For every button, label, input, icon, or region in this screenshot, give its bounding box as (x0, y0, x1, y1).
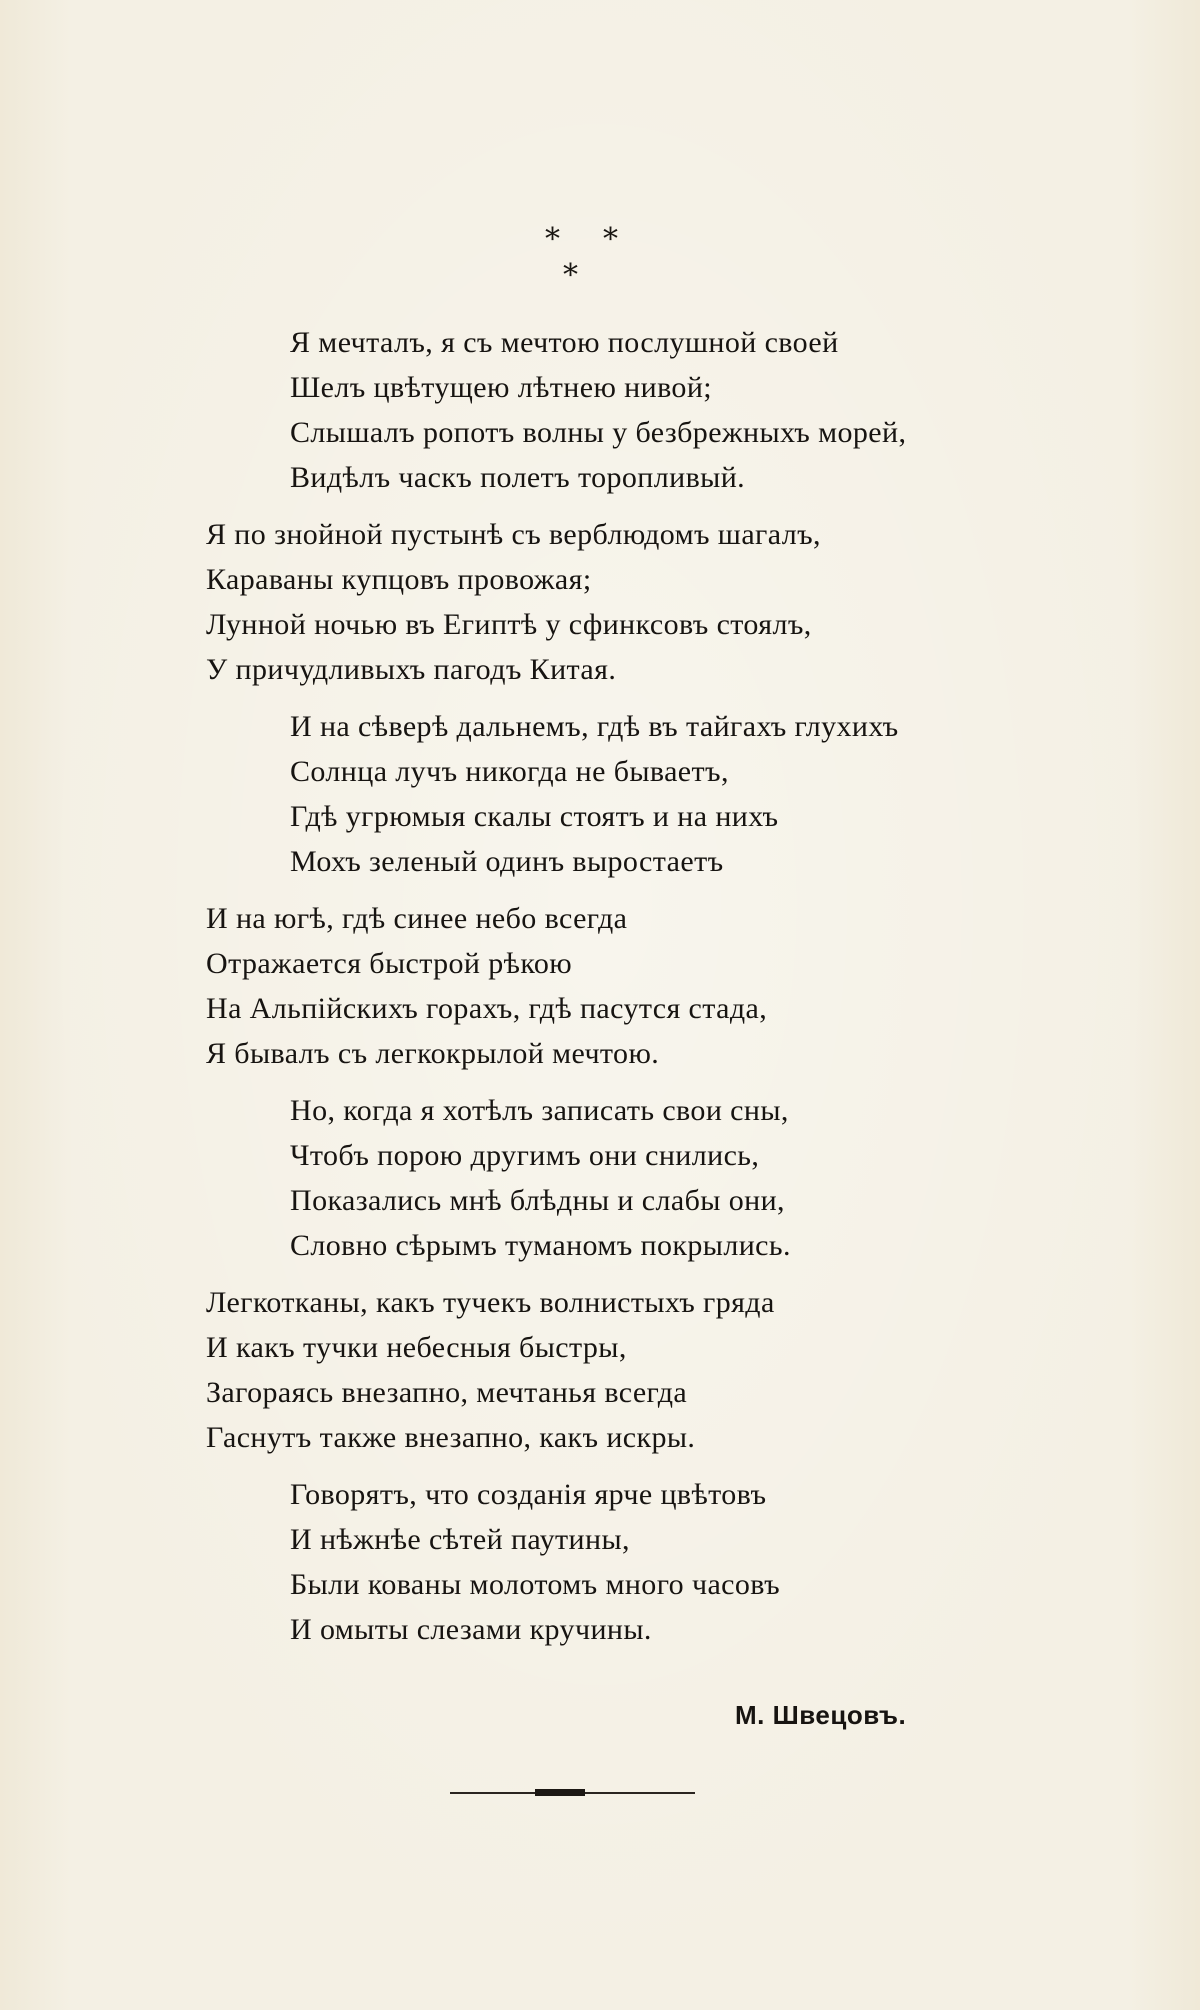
poem (0, 320, 1200, 1652)
poem-line: Солнца лучъ никогда не бываетъ, (290, 755, 729, 788)
poem-line: Чтобъ порою другимъ они снились, (290, 1139, 760, 1172)
poem-line: Видѣлъ часкъ полетъ торопливый. (290, 461, 746, 494)
poem-line: Я бывалъ съ легкокрылой мечтою. (206, 1037, 660, 1070)
poem-line: И омыты слезами кручины. (290, 1613, 652, 1646)
poem-line: Мохъ зеленый одинъ выростаетъ (290, 845, 724, 878)
stanza (0, 320, 1200, 500)
stanza (0, 512, 1200, 692)
poem-line: Показались мнѣ блѣдны и слабы они, (290, 1184, 785, 1217)
poem-line: Были кованы молотомъ много часовъ (290, 1568, 781, 1601)
poem-line: На Альпійскихъ горахъ, гдѣ пасутся стада, (206, 992, 768, 1025)
stanza (0, 1280, 1200, 1460)
poem-line: Караваны купцовъ провожая; (206, 563, 592, 596)
poem-line: И нѣжнѣе сѣтей паутины, (290, 1523, 630, 1556)
stanza (0, 1472, 1200, 1652)
poem-line: Слышалъ ропотъ волны у безбрежныхъ морей, (290, 416, 907, 449)
poem-line: Я по знойной пустынѣ съ верблюдомъ шагалъ, (206, 518, 821, 551)
asterisk-bottom: * (563, 258, 578, 293)
poem-line: Шелъ цвѣтущею лѣтнею нивой; (290, 371, 713, 404)
poem-line: Гаснутъ также внезапно, какъ искры. (206, 1421, 696, 1454)
asterisk-right: * (603, 222, 618, 257)
poem-line: Отражается быстрой рѣкою (206, 947, 573, 980)
poem-line: У причудливыхъ пагодъ Китая. (206, 653, 617, 686)
poem-line: Загораясь внезапно, мечтанья всегда (206, 1376, 688, 1409)
author-signature: М. Швецовъ. (735, 1700, 907, 1730)
asterisk-left: * (545, 222, 560, 257)
stanza (0, 1088, 1200, 1268)
stanza (0, 704, 1200, 884)
poem-line: И на югѣ, гдѣ синее небо всегда (206, 902, 628, 935)
poem-line: Гдѣ угрюмыя скалы стоятъ и на нихъ (290, 800, 779, 833)
poem-line: И какъ тучки небесныя быстры, (206, 1331, 627, 1364)
poem-line: Лунной ночью въ Египтѣ у сфинксовъ стоялъ, (206, 608, 812, 641)
poem-line: Я мечталъ, я съ мечтою послушной своей (290, 326, 839, 359)
poem-line: Легкотканы, какъ тучекъ волнистыхъ гряда (206, 1286, 775, 1319)
stanza (0, 896, 1200, 1076)
poem-line: Словно сѣрымъ туманомъ покрылись. (290, 1229, 791, 1262)
poem-line: Но, когда я хотѣлъ записать свои сны, (290, 1094, 789, 1127)
poem-line: И на сѣверѣ дальнемъ, гдѣ въ тайгахъ глухихъ (290, 710, 899, 743)
end-rule-ornament (535, 1789, 585, 1796)
poem-line: Говорятъ, что созданія ярче цвѣтовъ (290, 1478, 767, 1511)
